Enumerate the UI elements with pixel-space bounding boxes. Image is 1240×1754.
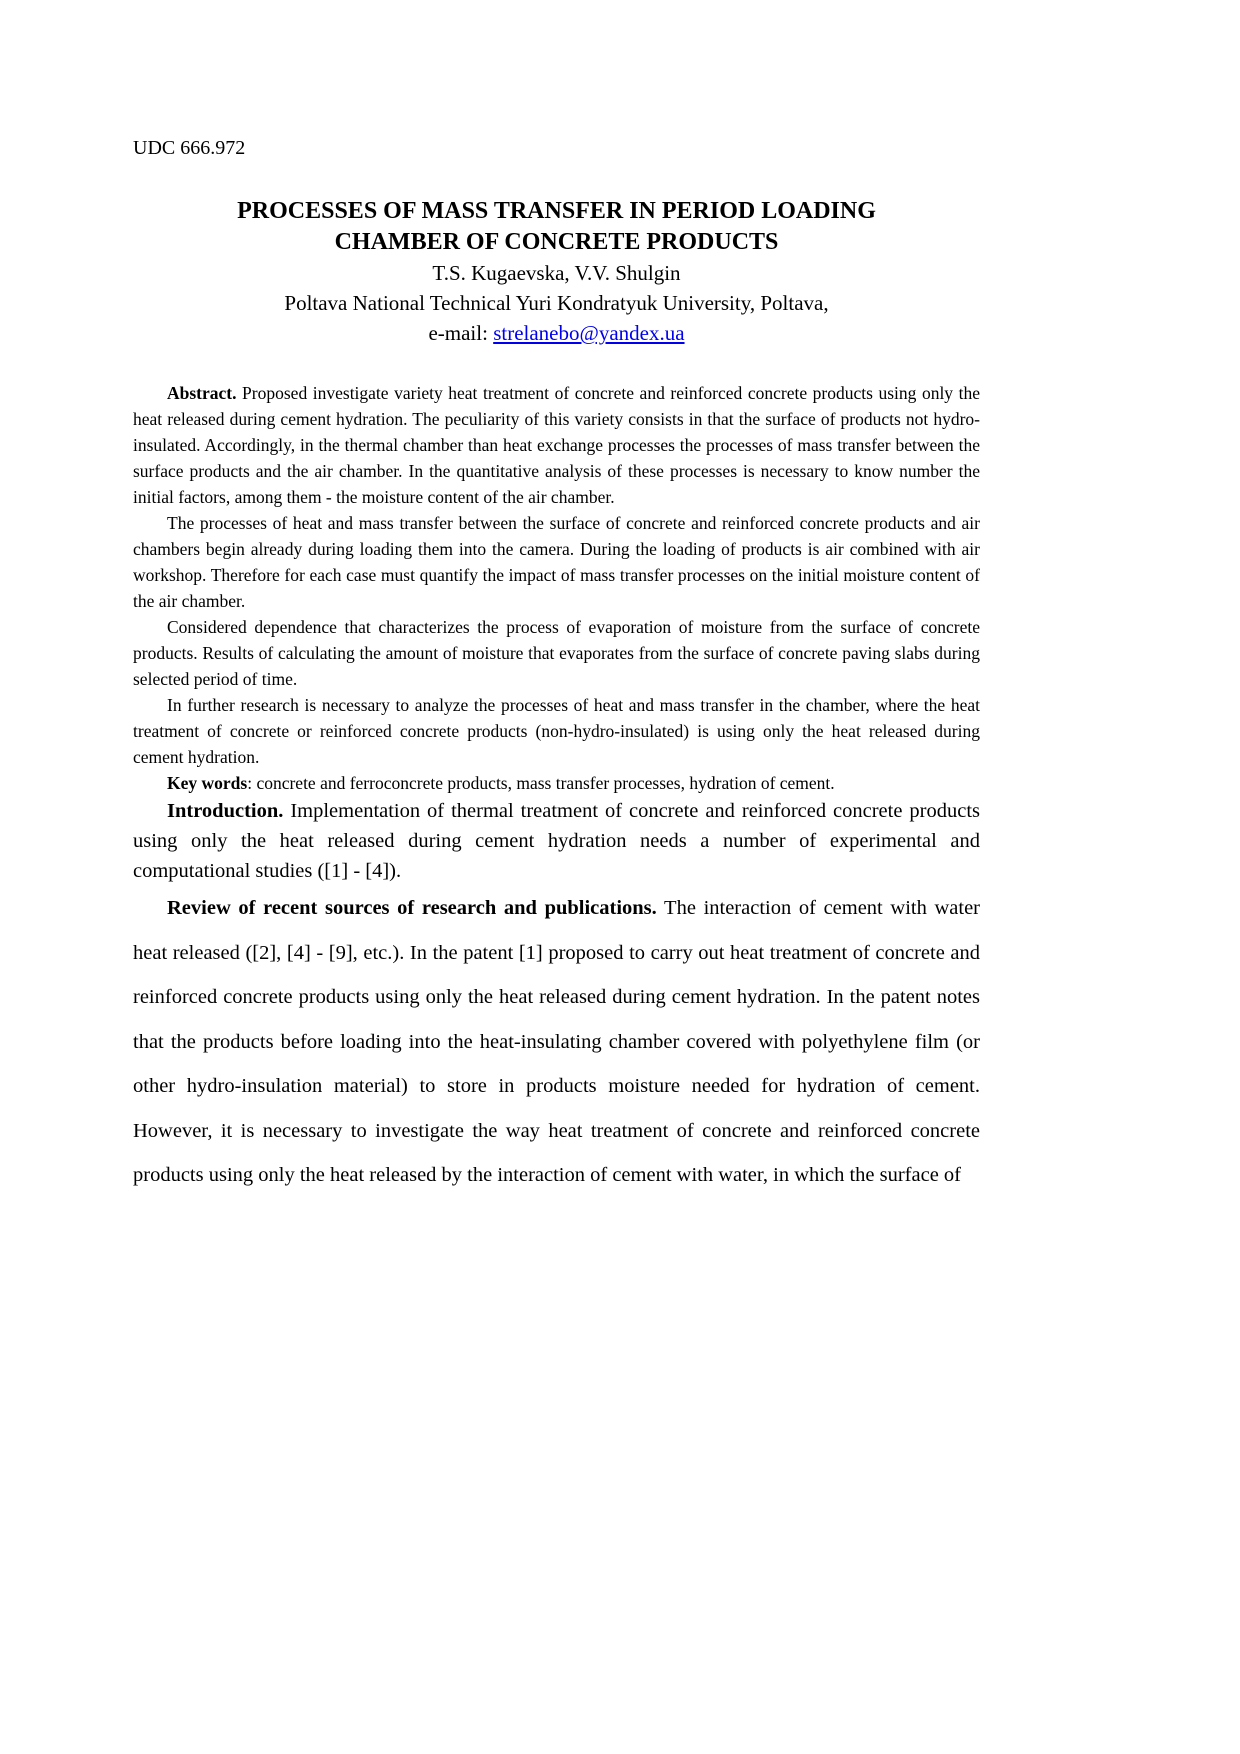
paper-body [133,380,980,1198]
review-label: Review of recent sources of research and publications. [167,897,657,919]
abstract-label: Abstract. [167,383,237,403]
keywords-paragraph [133,770,980,796]
introduction-text: Implementation of thermal treatment of concrete and reinforced concrete products using only the heat released during cement hydration needs a number of experimental and computational studies ([1] - [4]). [133,800,980,882]
authors-line: T.S. Kugaevska, V.V. Shulgin [432,261,681,285]
paragraph-further-research [133,692,980,770]
email-label: e-mail: [428,321,494,345]
paragraph-heat-mass-transfer [133,510,980,614]
paragraph-dependence-text: Considered dependence that characterizes the process of evaporation of moisture from the surface of concrete products. Results of calculating the amount of moisture that evaporates from the surface of concrete paving slabs during selected period of time. [133,617,980,689]
udc-number: UDC 666.972 [133,137,246,159]
paper-title-line2: CHAMBER OF CONCRETE PRODUCTS [334,229,779,255]
affiliation-line: Poltava National Technical Yuri Kondratyuk University, Poltava, [284,291,829,315]
email-link[interactable]: strelanebo@yandex.ua [493,321,685,345]
abstract-text: Proposed investigate variety heat treatment of concrete and reinforced concrete products using only the heat released during cement hydration. The peculiarity of this variety consists in that the surface of products not hydro-insulated. Accordingly, in the thermal chamber than heat exchange processes the processes of mass transfer between the surface products and the air chamber. In the quantitative analysis of these processes is necessary to know number the initial factors, among them - the moisture content of the air chamber. [133,383,980,507]
paragraph-heat-mass-transfer-text: The processes of heat and mass transfer between the surface of concrete and reinforced concrete products and air chambers begin already during loading them into the camera. During the loading of products is air combined with air workshop. Therefore for each case must quantify the impact of mass transfer processes on the initial moisture content of the air chamber. [133,513,980,611]
email-line [133,318,980,348]
paper-title [133,196,980,258]
paragraph-further-research-text: In further research is necessary to analyze the processes of heat and mass transfer in the chamber, where the heat treatment of concrete or reinforced concrete products (non-hydro-insulated) is using only the heat released during cement hydration. [133,695,980,767]
review-paragraph [133,886,980,1198]
introduction-paragraph [133,796,980,886]
paper-title-line1: PROCESSES OF MASS TRANSFER IN PERIOD LOADING [237,198,876,224]
abstract-paragraph [133,380,980,510]
review-text: The interaction of cement with water heat released ([2], [4] - [9], etc.). In the patent [1] proposed to carry out heat treatment of concrete and reinforced concrete products using only the heat released during cement hydration. In the patent notes that the products before loading into the heat-insulating chamber covered with polyethylene film (or other hydro-insulation material) to store in products moisture needed for hydration of cement. However, it is necessary to investigate the way heat treatment of concrete and reinforced concrete products using only the heat released by the interaction of cement with water, in which the surface of [133,897,980,1186]
keywords-label: Key words [167,773,248,793]
keywords-text: : concrete and ferroconcrete products, mass transfer processes, hydration of cement. [247,773,835,793]
paragraph-dependence [133,614,980,692]
introduction-label: Introduction. [167,800,284,822]
